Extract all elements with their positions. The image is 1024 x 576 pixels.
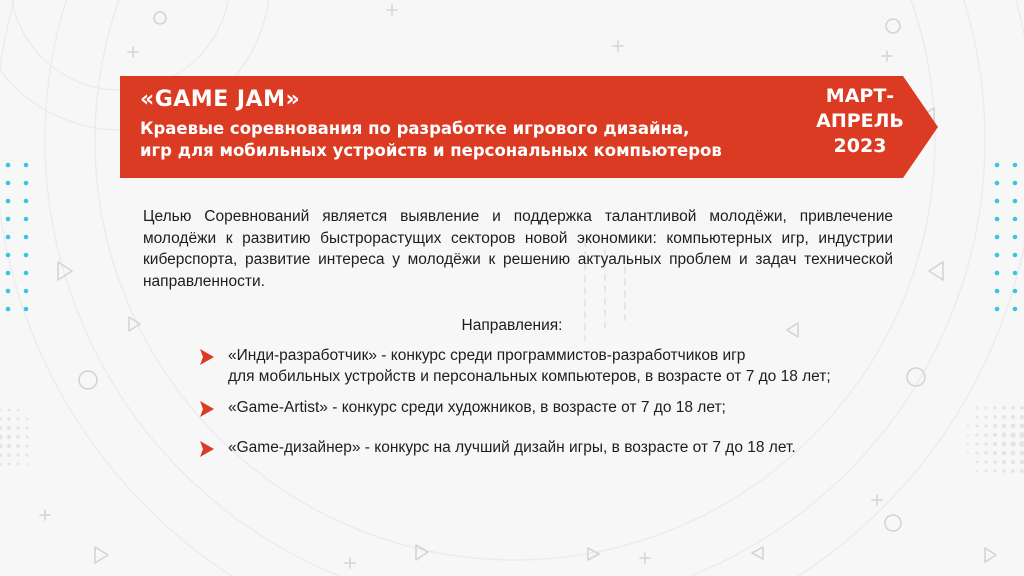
plus-icon bbox=[882, 51, 892, 61]
direction-text bbox=[228, 438, 878, 459]
direction-line: «Game-Artist» - конкурс среди художников, в возрасте от 7 до 18 лет; bbox=[228, 399, 726, 416]
event-subtitle-line: Краевые соревнования по разработке игрового дизайна, bbox=[140, 119, 690, 138]
direction-line: для мобильных устройств и персональных компьютеров, в возрасте от 7 до 18 лет; bbox=[228, 367, 831, 385]
arrow-bullet-icon bbox=[200, 441, 214, 457]
directions-heading: Направления: bbox=[461, 317, 563, 334]
direction-text bbox=[228, 346, 878, 387]
circle-outline-icon bbox=[907, 368, 925, 386]
event-title: «GAME JAM» bbox=[140, 87, 301, 112]
circle-outline-icon bbox=[886, 19, 900, 33]
triangle-outline-icon bbox=[985, 548, 996, 562]
circle-outline-icon bbox=[154, 12, 166, 24]
date-line: АПРЕЛЬ bbox=[816, 110, 904, 132]
plus-icon bbox=[387, 5, 397, 15]
goal-description: Целью Соревнований является выявление и поддержка талантливой молодёжи, привлечение молодёжи к развитию быстрорастущих секторов новой экономики: компьютерных игр, индустрии киберспорта, развитие интереса у молодёжи к решению актуальных проблем и задач технической направленности. bbox=[143, 208, 893, 290]
title-banner bbox=[120, 76, 938, 178]
event-dates bbox=[806, 84, 914, 159]
triangle-outline-icon bbox=[416, 545, 428, 560]
plus-icon bbox=[128, 47, 138, 57]
event-subtitle bbox=[140, 118, 800, 162]
arrow-bullet-icon bbox=[200, 401, 214, 417]
circle-outline-icon bbox=[79, 371, 97, 389]
plus-icon bbox=[872, 495, 882, 505]
triangle-outline-icon bbox=[95, 547, 108, 563]
circle-outline-icon bbox=[885, 515, 901, 531]
arrow-bullet-icon bbox=[200, 349, 214, 365]
triangle-outline-icon bbox=[929, 262, 943, 280]
banner-text bbox=[140, 86, 800, 162]
date-line: МАРТ- bbox=[825, 85, 895, 107]
direction-line: «Инди-разработчик» - конкурс среди программистов-разработчиков игр bbox=[228, 347, 746, 364]
dot-grid-icon bbox=[995, 163, 1018, 312]
direction-text bbox=[228, 398, 878, 419]
plus-icon bbox=[640, 553, 650, 563]
event-subtitle-line: игр для мобильных устройств и персональных компьютеров bbox=[140, 141, 722, 160]
plus-icon bbox=[40, 510, 50, 520]
triangle-outline-icon bbox=[752, 547, 763, 559]
plus-icon bbox=[345, 558, 355, 568]
plus-icon bbox=[613, 41, 623, 51]
direction-line: «Game-дизайнер» - конкурс на лучший дизайн игры, в возрасте от 7 до 18 лет. bbox=[228, 439, 796, 456]
date-year: 2023 bbox=[833, 135, 887, 157]
